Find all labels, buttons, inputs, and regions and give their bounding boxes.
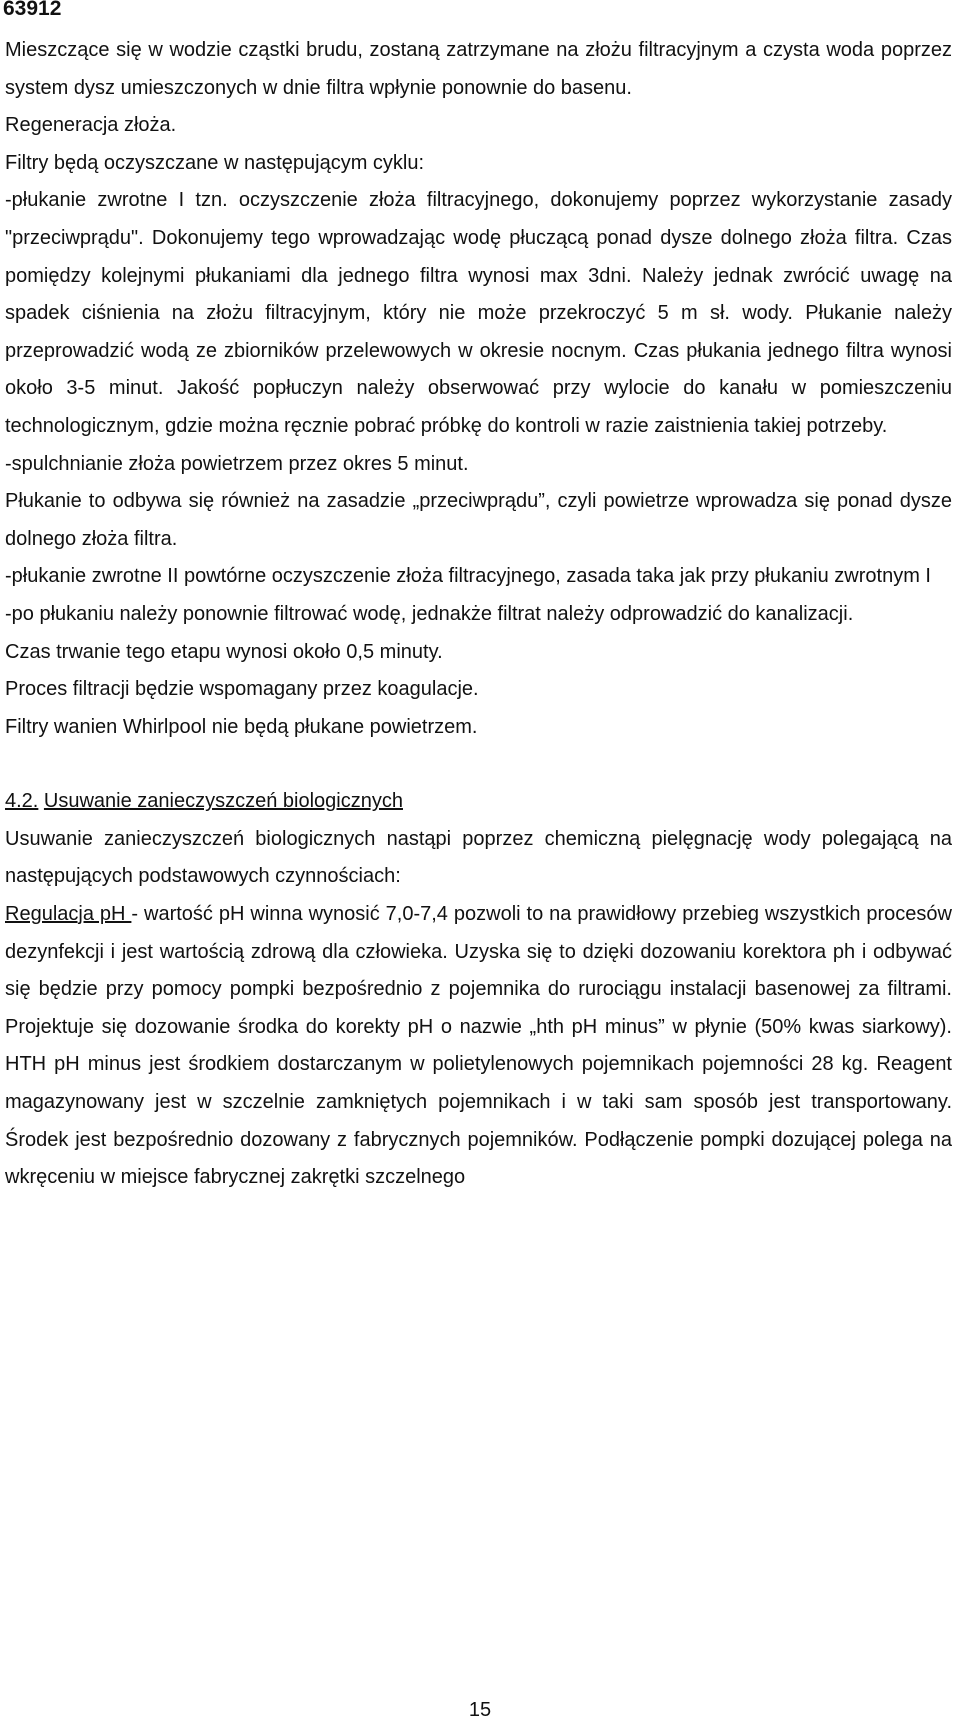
paragraph-air-scour: -spulchnianie złoża powietrzem przez okres 5 minut. <box>5 452 469 475</box>
paragraph-air-scour-detail: Płukanie to odbywa się również na zasadzie „przeciwprądu”, czyli powietrze wprowadza się ponad dysze dolnego złoża filtra. <box>5 490 952 550</box>
paragraph-coagulation: Proces filtracji będzie wspomagany przez koagulacje. <box>5 678 479 701</box>
paragraph-post-wash: -po płukaniu należy ponownie filtrować wodę, jednakże filtrat należy odprowadzić do kanalizacji. <box>5 602 854 625</box>
section-intro: Usuwanie zanieczyszczeń biologicznych nastąpi poprzez chemiczną pielęgnację wody polegającą na następujących podstawowych czynnościach: <box>5 827 952 888</box>
heading-regeneration: Regeneracja złoża. <box>5 114 177 137</box>
paragraph-filtration: Mieszczące się w wodzie cząstki brudu, zostaną zatrzymane na złożu filtracyjnym a czysta woda poprzez system dysz umieszczonych w dnie filtra wpłynie ponownie do basenu. <box>5 39 952 99</box>
page-number: 15 <box>468 1699 492 1721</box>
paragraph-whirlpool: Filtry wanien Whirlpool nie będą płukane powietrzem. <box>5 715 478 738</box>
paragraph-backwash-1: -płukanie zwrotne I tzn. oczyszczenie złoża filtracyjnego, dokonujemy poprzez wykorzystanie zasady "przeciwprądu". Dokonujemy tego wprowadzając wodę płuczącą ponad dysze dolnego złoża filtra. Czas pomiędzy kolejnymi płukaniami dla jednego filtra wynosi max 3dni. Należy jednak zwrócić uwagę na spadek ciśnienia na złożu filtracyjnym, który nie może przekroczyć 5 m sł. wody. Płukanie należy przeprowadzić wodą ze zbiorników przelewowych w okresie nocnym. Czas płukania jednego filtra wynosi około 3-5 minut. Jakość popłuczyn należy obserwować przy wylocie do kanału w pomieszczeniu technologicznym, gdzie można ręcznie pobrać próbkę do kontroli w razie zaistnienia takiej potrzeby. <box>5 189 952 437</box>
ph-text: - wartość pH winna wynosić 7,0-7,4 pozwoli to na prawidłowy przebieg wszystkich procesów dezynfekcji i jest wartością zdrową dla człowieka. Uzyska się to dzięki dozowaniu korektora ph i odbywać się będzie przy pomocy pompki bezpośrednio z pojemnika do rurociągu instalacji basenowej za filtrami. Projektuje się dozowanie środka do korekty pH o nazwie „hth pH minus” w płynie (50% kwas siarkowy). HTH pH minus jest środkiem dostarczanym w polietylenowych pojemnikach pojemności 28 kg. Reagent magazynowany jest w szczelnie zamkniętych pojemnikach i w taki sam sposób jest transportowany. Środek jest bezpośrednio dozowany z fabrycznych pojemników. Podłączenie pompki dozującej polega na wkręceniu w miejsce fabrycznej zakrętki szczelnego <box>5 903 952 1189</box>
ph-term: Regulacja pH <box>5 903 132 926</box>
section-number: 4.2. <box>5 790 39 813</box>
paragraph-ph-regulation <box>5 896 952 1197</box>
paragraph-backwash-2: -płukanie zwrotne II powtórne oczyszczenie złoża filtracyjnego, zasada taka jak przy płukaniu zwrotnym I <box>5 565 931 588</box>
page-content <box>5 32 952 1197</box>
paragraph-cycle-intro: Filtry będą oczyszczane w następującym cyklu: <box>5 151 425 174</box>
paragraph-duration: Czas trwanie tego etapu wynosi około 0,5 minuty. <box>5 640 443 663</box>
section-title: Usuwanie zanieczyszczeń biologicznych <box>43 790 403 813</box>
document-id: 63912 <box>3 0 62 20</box>
section-heading <box>5 783 952 821</box>
